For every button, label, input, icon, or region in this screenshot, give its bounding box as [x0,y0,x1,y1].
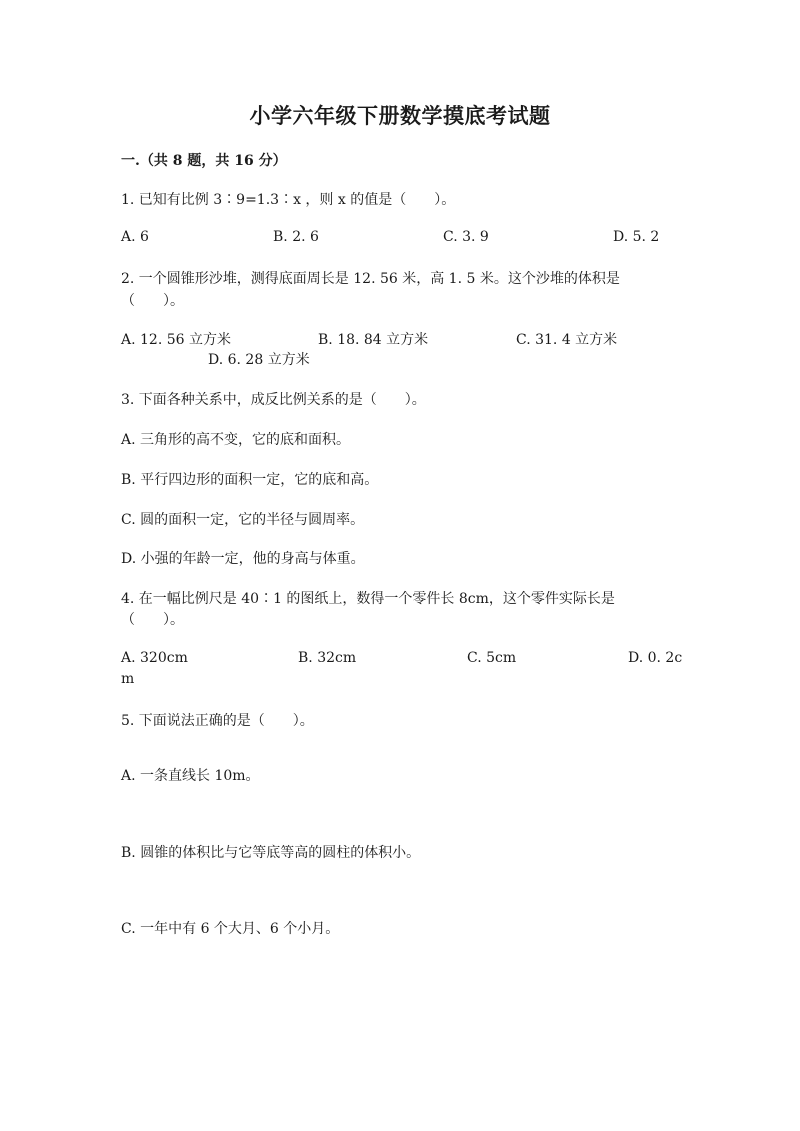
exam-title: 小学六年级下册数学摸底考试题 [249,103,551,128]
section-header: 一.（共 8 题，共 16 分） [121,153,287,169]
q4-option-d: D. 0. 2c [628,650,683,666]
question-1: 1. 已知有比例 3∶9=1.3∶x ，则 x 的值是（ ）。 [121,192,456,208]
q3-option-d: D. 小强的年龄一定，他的身高与体重。 [121,551,365,567]
q3-option-a: A. 三角形的高不变，它的底和面积。 [121,432,351,448]
q2-option-a: A. 12. 56 立方米 [121,332,231,348]
q5-option-b: B. 圆锥的体积比与它等底等高的圆柱的体积小。 [121,845,421,861]
q1-option-d: D. 5. 2 [613,229,660,245]
question-2-line-1: 2. 一个圆锥形沙堆，测得底面周长是 12. 56 米，高 1. 5 米。这个沙堆的体积是 [121,271,620,287]
q1-option-a: A. 6 [121,229,149,245]
question-2-line-2: （ ）。 [121,293,184,309]
q5-option-a: A. 一条直线长 10m。 [121,768,260,784]
q4-option-a: A. 320cm [121,650,188,666]
q1-option-b: B. 2. 6 [273,229,319,245]
q5-option-c: C. 一年中有 6 个大月、6 个小月。 [121,921,340,937]
q2-option-d: D. 6. 28 立方米 [208,352,310,368]
q2-option-c: C. 31. 4 立方米 [516,332,618,348]
q4-option-c: C. 5cm [467,650,517,666]
question-4-line-1: 4. 在一幅比例尺是 40∶1 的图纸上，数得一个零件长 8cm，这个零件实际长是 [121,591,615,607]
q3-option-c: C. 圆的面积一定，它的半径与圆周率。 [121,512,365,528]
question-5: 5. 下面说法正确的是（ ）。 [121,713,314,729]
q1-option-c: C. 3. 9 [443,229,489,245]
question-4-line-2: （ ）。 [121,612,184,628]
q4-option-b: B. 32cm [298,650,357,666]
q2-option-b: B. 18. 84 立方米 [318,332,429,348]
question-3: 3. 下面各种关系中，成反比例关系的是（ ）。 [121,392,426,408]
q4-option-d-wrap: m [121,671,135,687]
q3-option-b: B. 平行四边形的面积一定，它的底和高。 [121,472,379,488]
